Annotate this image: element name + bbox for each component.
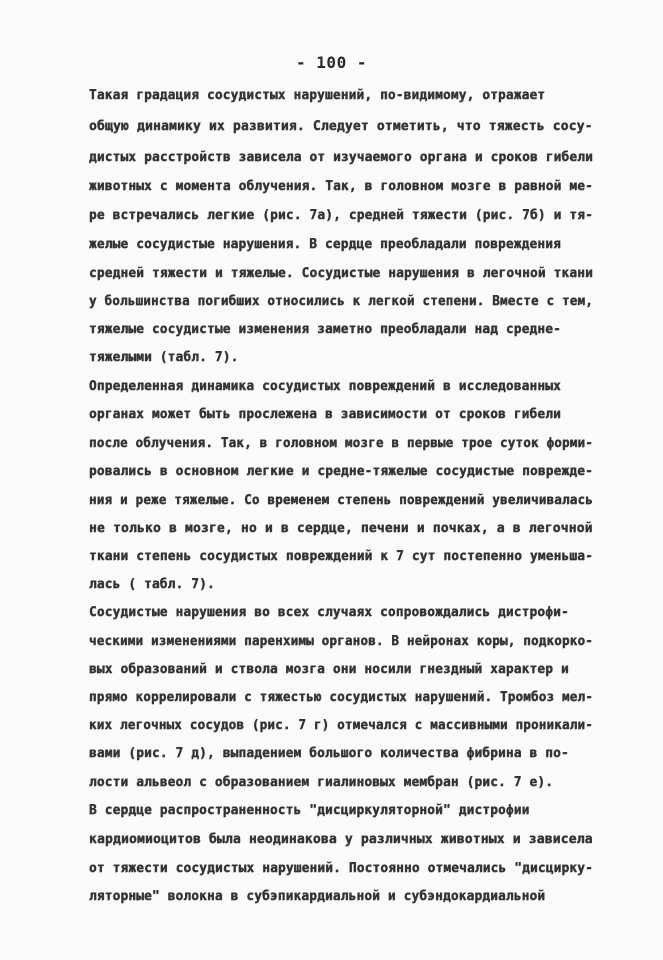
text-line: Определенная динамика сосудистых повреждений в исследованных xyxy=(89,379,561,394)
text-line: вами (рис. 7 д), выпадением большого количества фибрина в по- xyxy=(89,746,569,761)
page-number: - 100 - xyxy=(296,53,367,72)
text-line: Сосудистые нарушения во всех случаях сопровождались дистрофи- xyxy=(89,605,569,620)
text-line: после облучения. Так, в головном мозге в первые трое суток форми- xyxy=(89,436,593,451)
text-line: не только в мозге, но и в сердце, печени и почках, а в легочной xyxy=(89,521,593,536)
text-line: желые сосудистые нарушения. В сердце преобладали повреждения xyxy=(89,237,561,252)
text-line: органах может быть прослежена в зависимости от сроков гибели xyxy=(89,407,561,422)
text-line: вых образований и ствола мозга они носили гнездный характер и xyxy=(89,662,569,677)
text-line: ния и реже тяжелые. Со временем степень повреждений увеличивалась xyxy=(89,493,593,508)
text-line: В сердце распространенность "дисциркуляторной" дистрофии xyxy=(89,803,530,818)
text-line: ровались в основном легкие и средне-тяжелые сосудистые поврежде- xyxy=(89,464,593,479)
text-line: лась ( табл. 7). xyxy=(89,577,215,592)
text-line: ких легочных сосудов (рис. 7 г) отмечался с массивными проникали- xyxy=(89,718,593,733)
text-line: общую динамику их развития. Следует отметить, что тяжесть сосу- xyxy=(89,119,593,134)
text-line: ляторные" волокна в субэпикардиальной и субэндокардиальной xyxy=(89,889,546,904)
text-line: тяжелые сосудистые изменения заметно преобладали над средне- xyxy=(89,322,561,337)
text-line: лости альвеол с образованием гиалиновых мембран (рис. 7 е). xyxy=(89,775,554,790)
text-line: ческими изменениями паренхимы органов. В нейронах коры, подкорко- xyxy=(89,634,593,649)
text-line: Такая градация сосудистых нарушений, по-видимому, отражает xyxy=(89,88,546,103)
text-line: кардиомиоцитов была неодинакова у различных животных и зависела xyxy=(89,832,593,847)
text-line: ткани степень сосудистых повреждений к 7 сут постепенно уменьша- xyxy=(89,549,593,564)
text-line: тяжелыми (табл. 7). xyxy=(89,350,239,365)
text-line: прямо коррелировали с тяжестью сосудистых нарушений. Тромбоз мел- xyxy=(89,690,593,705)
text-line: ре встречались легкие (рис. 7а), средней тяжести (рис. 7б) и тя- xyxy=(89,208,593,223)
text-line: средней тяжести и тяжелые. Сосудистые нарушения в легочной ткани xyxy=(89,266,593,281)
text-line: дистых расстройств зависела от изучаемого органа и сроков гибели xyxy=(89,150,593,165)
text-line: от тяжести сосудистых нарушений. Постоянно отмечались "дисцирку- xyxy=(89,861,593,876)
text-line: у большинства погибших относились к легкой степени. Вместе с тем, xyxy=(89,294,593,309)
text-line: животных с момента облучения. Так, в головном мозге в равной ме- xyxy=(89,179,593,194)
